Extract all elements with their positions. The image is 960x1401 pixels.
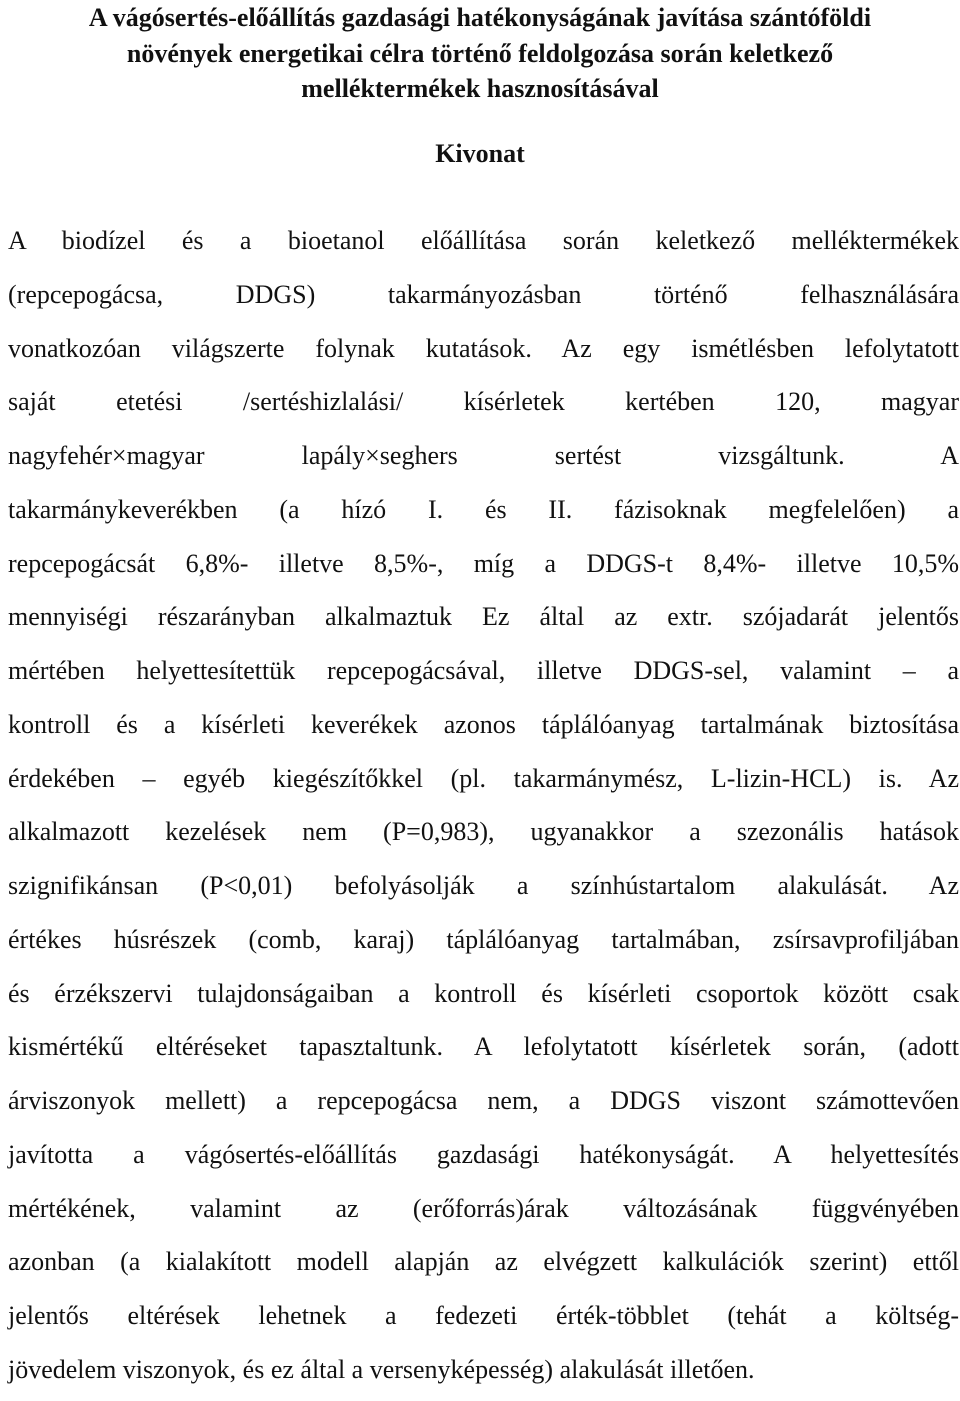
abstract-line: mértékének, valamint az (erőforrás)árak változásának függvényében <box>8 1193 959 1223</box>
abstract-line: kismértékű eltéréseket tapasztaltunk. A lefolytatott kísérletek során, (adott <box>8 1032 959 1062</box>
abstract-line: értékes húsrészek (comb, karaj) táplálóanyag tartalmában, zsírsavprofiljában <box>8 924 959 954</box>
abstract-line: mértében helyettesítettük repcepogácsával, illetve DDGS-sel, valamint – a <box>8 656 959 685</box>
abstract-line: szignifikánsan (P<0,01) befolyásolják a színhústartalom alakulását. Az <box>8 871 959 900</box>
abstract-line: érdekében – egyéb kiegészítőkkel (pl. takarmánymész, L-lizin-HCL) is. Az <box>8 763 959 793</box>
abstract-line: A biodízel és a bioetanol előállítása során keletkező melléktermékek <box>8 226 959 255</box>
abstract-line: és érzékszervi tulajdonságaiban a kontroll és kísérleti csoportok között csak <box>8 978 959 1008</box>
abstract-line: jövedelem viszonyok, és ez által a versenyképesség) alakulását illetően. <box>8 1354 755 1384</box>
abstract-line: takarmánykeverékben (a hízó I. és II. fázisoknak megfelelően) a <box>8 494 959 524</box>
title-line: melléktermékek hasznosításával <box>301 74 659 103</box>
document-title <box>0 0 960 107</box>
abstract-line: (repcepogácsa, DDGS) takarmányozásban történő felhasználására <box>8 279 959 309</box>
abstract-line: javította a vágósertés-előállítás gazdasági hatékonyságát. A helyettesítés <box>8 1139 959 1169</box>
abstract-paragraph <box>8 218 959 1401</box>
section-heading: Kivonat <box>435 139 525 168</box>
title-line: növények energetikai célra történő feldolgozása során keletkező <box>126 38 834 68</box>
abstract-line: repcepogácsát 6,8%- illetve 8,5%-, míg a DDGS-t 8,4%- illetve 10,5% <box>8 548 959 578</box>
abstract-line: árviszonyok mellett) a repcepogácsa nem, a DDGS viszont számottevően <box>8 1086 959 1115</box>
abstract-line: mennyiségi részarányban alkalmaztuk Ez által az extr. szójadarát jelentős <box>8 602 959 632</box>
title-line: A vágósertés-előállítás gazdasági hatékonyságának javítása szántóföldi <box>88 3 872 32</box>
abstract-line: nagyfehér×magyar lapály×seghers sertést vizsgáltunk. A <box>8 441 959 470</box>
abstract-line: jelentős eltérések lehetnek a fedezeti érték-többlet (tehát a költség- <box>8 1301 959 1330</box>
abstract-line: alkalmazott kezelések nem (P=0,983), ugyanakkor a szezonális hatások <box>8 817 959 847</box>
abstract-line: azonban (a kialakított modell alapján az elvégzett kalkulációk szerint) ettől <box>8 1247 959 1277</box>
abstract-line: saját etetési /sertéshizlalási/ kísérletek kertében 120, magyar <box>8 387 959 417</box>
abstract-line: vonatkozóan világszerte folynak kutatások. Az egy ismétlésben lefolytatott <box>8 333 959 363</box>
abstract-line: kontroll és a kísérleti keverékek azonos táplálóanyag tartalmának biztosítása <box>8 709 959 739</box>
